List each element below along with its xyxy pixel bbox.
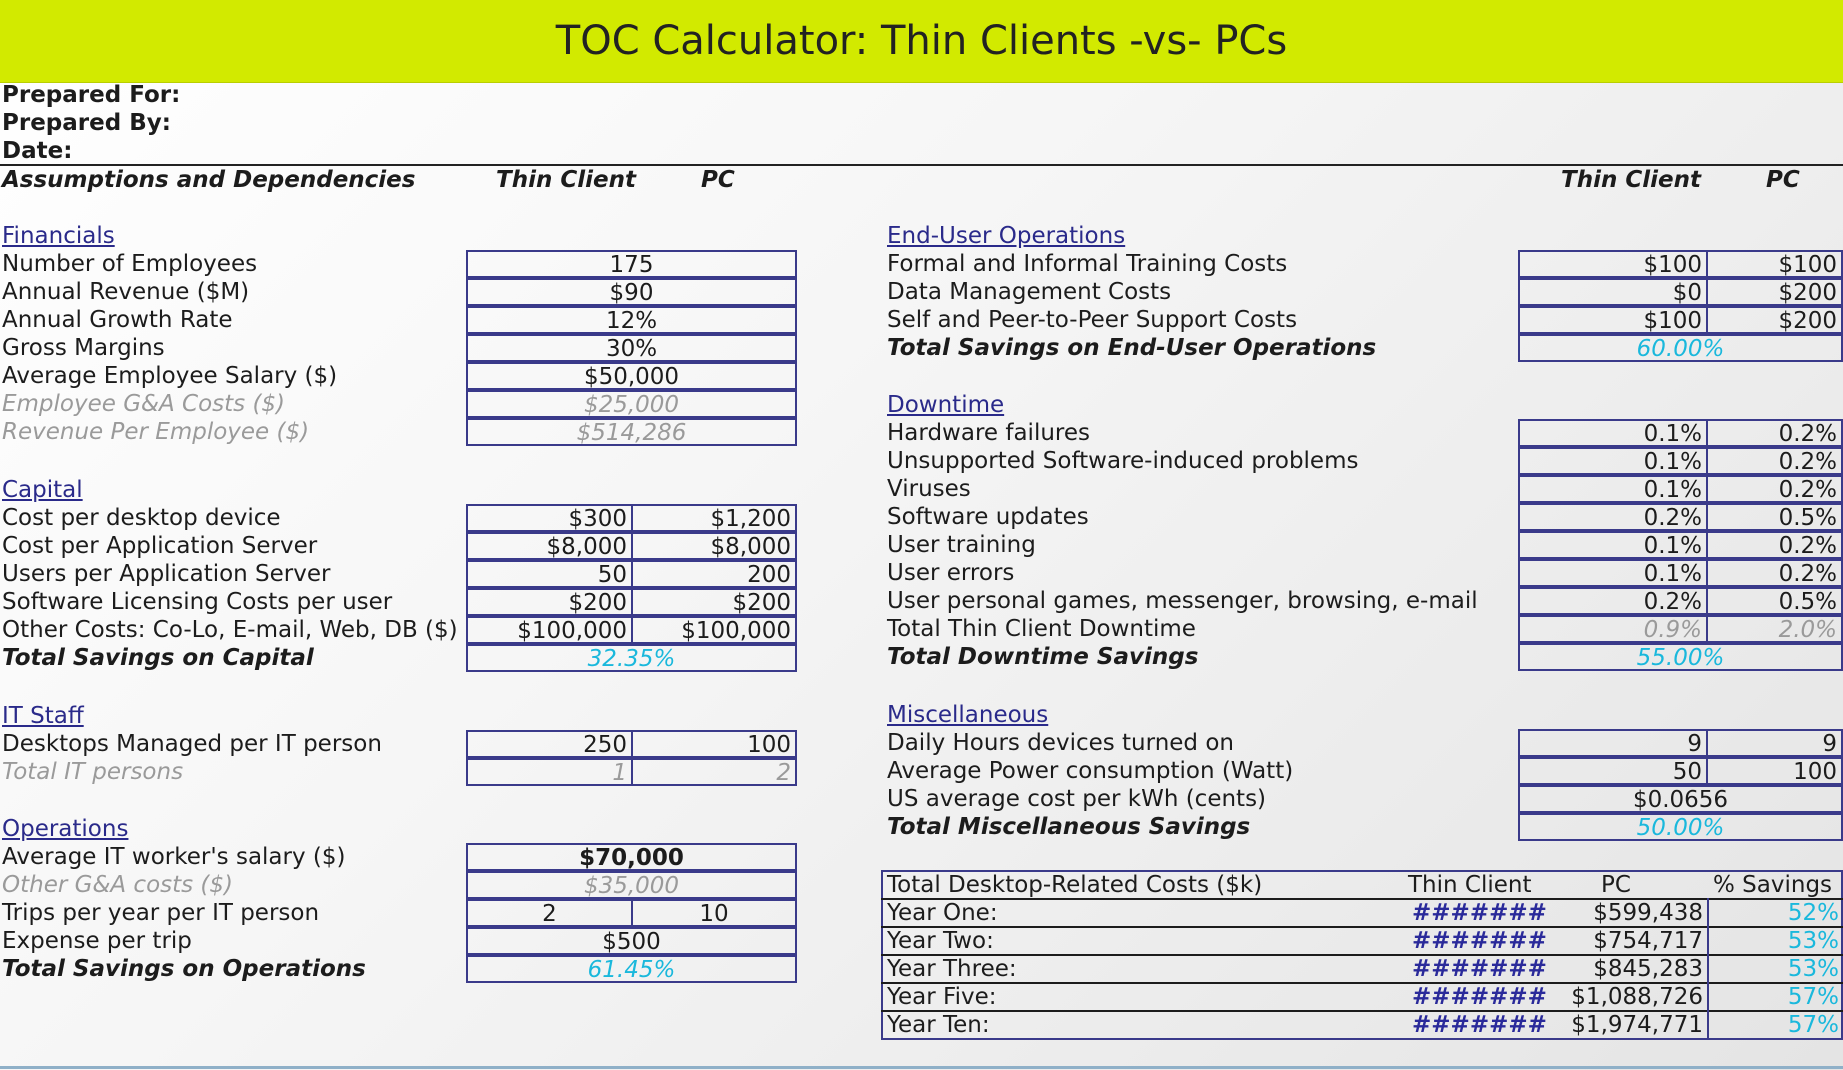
dt-unsupported-thin[interactable]: 0.1%: [1518, 447, 1708, 475]
dt-updates-thin[interactable]: 0.2%: [1518, 503, 1708, 531]
summary-row-label: Year Five:: [887, 984, 997, 1010]
it-desktops-pc[interactable]: 100: [631, 730, 797, 758]
assumptions-heading: Assumptions and Dependencies: [2, 167, 416, 193]
dt-personal-pc[interactable]: 0.5%: [1706, 587, 1843, 615]
summary-col-savings: % Savings: [1713, 872, 1833, 898]
misc-hours-label: Daily Hours devices turned on: [887, 730, 1234, 756]
ops-trips-pc[interactable]: 10: [631, 899, 797, 927]
dt-unsupported-pc[interactable]: 0.2%: [1706, 447, 1843, 475]
fin-margins-input[interactable]: 30%: [466, 334, 797, 362]
dt-errors-pc[interactable]: 0.2%: [1706, 559, 1843, 587]
ops-salary-input[interactable]: $70,000: [466, 843, 797, 871]
cap-desktop-label: Cost per desktop device: [2, 505, 281, 531]
misc-kwh-input[interactable]: $0.0656: [1518, 785, 1843, 813]
eu-total-value: 60.00%: [1518, 334, 1843, 362]
eu-support-label: Self and Peer-to-Peer Support Costs: [887, 307, 1298, 333]
eu-training-thin[interactable]: $100: [1518, 250, 1708, 278]
summary-row-label: Year Two:: [887, 928, 994, 954]
summary-row-savings: 57%: [1787, 1012, 1839, 1038]
ops-salary-label: Average IT worker's salary ($): [2, 844, 346, 870]
ops-trips-thin[interactable]: 2: [466, 899, 633, 927]
cap-desktop-pc[interactable]: $1,200: [631, 504, 797, 532]
summary-row-pc: $845,283: [1593, 956, 1703, 982]
dt-personal-label: User personal games, messenger, browsing, e-mail: [887, 588, 1478, 614]
eu-data-thin[interactable]: $0: [1518, 278, 1708, 306]
dt-unsupported-label: Unsupported Software-induced problems: [887, 448, 1359, 474]
ops-total-label: Total Savings on Operations: [2, 956, 366, 982]
cap-total-label: Total Savings on Capital: [2, 645, 314, 671]
financials-heading: Financials: [2, 223, 115, 249]
cap-server-label: Cost per Application Server: [2, 533, 318, 559]
ops-trips-label: Trips per year per IT person: [2, 900, 320, 926]
end-user-heading: End-User Operations: [887, 223, 1126, 249]
misc-kwh-label: US average cost per kWh (cents): [887, 786, 1267, 812]
misc-power-pc[interactable]: 100: [1706, 757, 1843, 785]
misc-hours-thin[interactable]: 9: [1518, 729, 1708, 757]
summary-row-label: Year Ten:: [887, 1012, 990, 1038]
right-col-thin-header: Thin Client: [1561, 167, 1701, 193]
summary-header-label: Total Desktop-Related Costs ($k): [887, 872, 1263, 898]
dt-updates-pc[interactable]: 0.5%: [1706, 503, 1843, 531]
it-total-label: Total IT persons: [2, 759, 184, 785]
summary-row-pc: $754,717: [1593, 928, 1703, 954]
cap-licensing-label: Software Licensing Costs per user: [2, 589, 393, 615]
page-title: TOC Calculator: Thin Clients -vs- PCs: [0, 0, 1843, 83]
eu-training-label: Formal and Informal Training Costs: [887, 251, 1288, 277]
it-desktops-thin[interactable]: 250: [466, 730, 633, 758]
fin-revenue-input[interactable]: $90: [466, 278, 797, 306]
summary-col-pc: PC: [1601, 872, 1631, 898]
left-col-thin-header: Thin Client: [496, 167, 636, 193]
cap-users-thin[interactable]: 50: [466, 560, 633, 588]
eu-support-thin[interactable]: $100: [1518, 306, 1708, 334]
summary-row-thin: #######: [1412, 900, 1547, 926]
dt-viruses-thin[interactable]: 0.1%: [1518, 475, 1708, 503]
date-label: Date:: [2, 138, 73, 164]
dt-hardware-thin[interactable]: 0.1%: [1518, 419, 1708, 447]
eu-data-label: Data Management Costs: [887, 279, 1172, 305]
misc-power-label: Average Power consumption (Watt): [887, 758, 1294, 784]
downtime-heading: Downtime: [887, 392, 1005, 418]
eu-total-label: Total Savings on End-User Operations: [887, 335, 1377, 361]
cap-users-pc[interactable]: 200: [631, 560, 797, 588]
summary-row-thin: #######: [1412, 956, 1547, 982]
it-desktops-label: Desktops Managed per IT person: [2, 731, 382, 757]
dt-training-pc[interactable]: 0.2%: [1706, 531, 1843, 559]
cap-server-thin[interactable]: $8,000: [466, 532, 633, 560]
right-col-pc-header: PC: [1766, 167, 1800, 193]
fin-ga-value: $25,000: [466, 390, 797, 418]
misc-hours-pc[interactable]: 9: [1706, 729, 1843, 757]
misc-total-label: Total Miscellaneous Savings: [887, 814, 1251, 840]
dt-training-thin[interactable]: 0.1%: [1518, 531, 1708, 559]
summary-col-thin: Thin Client: [1408, 872, 1532, 898]
ops-expense-label: Expense per trip: [2, 928, 192, 954]
summary-row-thin: #######: [1412, 1012, 1547, 1038]
dt-viruses-label: Viruses: [887, 476, 971, 502]
summary-col-divider: [1707, 898, 1709, 1038]
cap-other-pc[interactable]: $100,000: [631, 616, 797, 644]
dt-personal-thin[interactable]: 0.2%: [1518, 587, 1708, 615]
fin-revenue-label: Annual Revenue ($M): [2, 279, 250, 305]
prepared-by-label: Prepared By:: [2, 110, 171, 136]
summary-row-label: Year One:: [887, 900, 998, 926]
dt-total-downtime-pc: 2.0%: [1706, 615, 1843, 643]
dt-total-downtime-label: Total Thin Client Downtime: [887, 616, 1196, 642]
dt-total-value: 55.00%: [1518, 643, 1843, 671]
summary-row-pc: $1,974,771: [1571, 1012, 1703, 1038]
ops-ga-label: Other G&A costs ($): [2, 872, 234, 898]
left-col-pc-header: PC: [701, 167, 735, 193]
dt-hardware-label: Hardware failures: [887, 420, 1090, 446]
ops-ga-value: $35,000: [466, 871, 797, 899]
fin-salary-label: Average Employee Salary ($): [2, 363, 338, 389]
eu-support-pc[interactable]: $200: [1706, 306, 1843, 334]
summary-row-label: Year Three:: [887, 956, 1017, 982]
fin-growth-label: Annual Growth Rate: [2, 307, 233, 333]
cap-licensing-pc[interactable]: $200: [631, 588, 797, 616]
dt-updates-label: Software updates: [887, 504, 1089, 530]
eu-data-pc[interactable]: $200: [1706, 278, 1843, 306]
dt-errors-label: User errors: [887, 560, 1015, 586]
capital-heading: Capital: [2, 477, 83, 503]
bottom-rule: [0, 1066, 1843, 1069]
cap-total-value: 32.35%: [466, 644, 797, 672]
cap-users-label: Users per Application Server: [2, 561, 331, 587]
fin-rev-per-emp-label: Revenue Per Employee ($): [2, 419, 310, 445]
prepared-for-label: Prepared For:: [2, 82, 181, 108]
dt-hardware-pc[interactable]: 0.2%: [1706, 419, 1843, 447]
summary-row-savings: 52%: [1787, 900, 1839, 926]
cap-other-thin[interactable]: $100,000: [466, 616, 633, 644]
eu-training-pc[interactable]: $100: [1706, 250, 1843, 278]
ops-expense-input[interactable]: $500: [466, 927, 797, 955]
cap-other-label: Other Costs: Co-Lo, E-mail, Web, DB ($): [2, 617, 458, 643]
summary-row-savings: 53%: [1787, 928, 1839, 954]
misc-total-value: 50.00%: [1518, 813, 1843, 841]
fin-growth-input[interactable]: 12%: [466, 306, 797, 334]
fin-salary-input[interactable]: $50,000: [466, 362, 797, 390]
summary-row-savings: 57%: [1787, 984, 1839, 1010]
operations-heading: Operations: [2, 816, 129, 842]
it-total-thin: 1: [466, 758, 633, 786]
misc-power-thin[interactable]: 50: [1518, 757, 1708, 785]
dt-viruses-pc[interactable]: 0.2%: [1706, 475, 1843, 503]
fin-employees-label: Number of Employees: [2, 251, 258, 277]
cap-licensing-thin[interactable]: $200: [466, 588, 633, 616]
fin-rev-per-emp-value: $514,286: [466, 418, 797, 446]
fin-margins-label: Gross Margins: [2, 335, 165, 361]
summary-row-pc: $599,438: [1593, 900, 1703, 926]
it-staff-heading: IT Staff: [2, 703, 84, 729]
summary-row-thin: #######: [1412, 984, 1547, 1010]
summary-row-thin: #######: [1412, 928, 1547, 954]
fin-employees-input[interactable]: 175: [466, 250, 797, 278]
summary-row-pc: $1,088,726: [1571, 984, 1703, 1010]
ops-total-value: 61.45%: [466, 955, 797, 983]
summary-row-savings: 53%: [1787, 956, 1839, 982]
dt-total-label: Total Downtime Savings: [887, 644, 1199, 670]
dt-training-label: User training: [887, 532, 1036, 558]
fin-ga-label: Employee G&A Costs ($): [2, 391, 286, 417]
misc-heading: Miscellaneous: [887, 702, 1049, 728]
cap-desktop-thin[interactable]: $300: [466, 504, 633, 532]
it-total-pc: 2: [631, 758, 797, 786]
cap-server-pc[interactable]: $8,000: [631, 532, 797, 560]
dt-total-downtime-thin: 0.9%: [1518, 615, 1708, 643]
dt-errors-thin[interactable]: 0.1%: [1518, 559, 1708, 587]
